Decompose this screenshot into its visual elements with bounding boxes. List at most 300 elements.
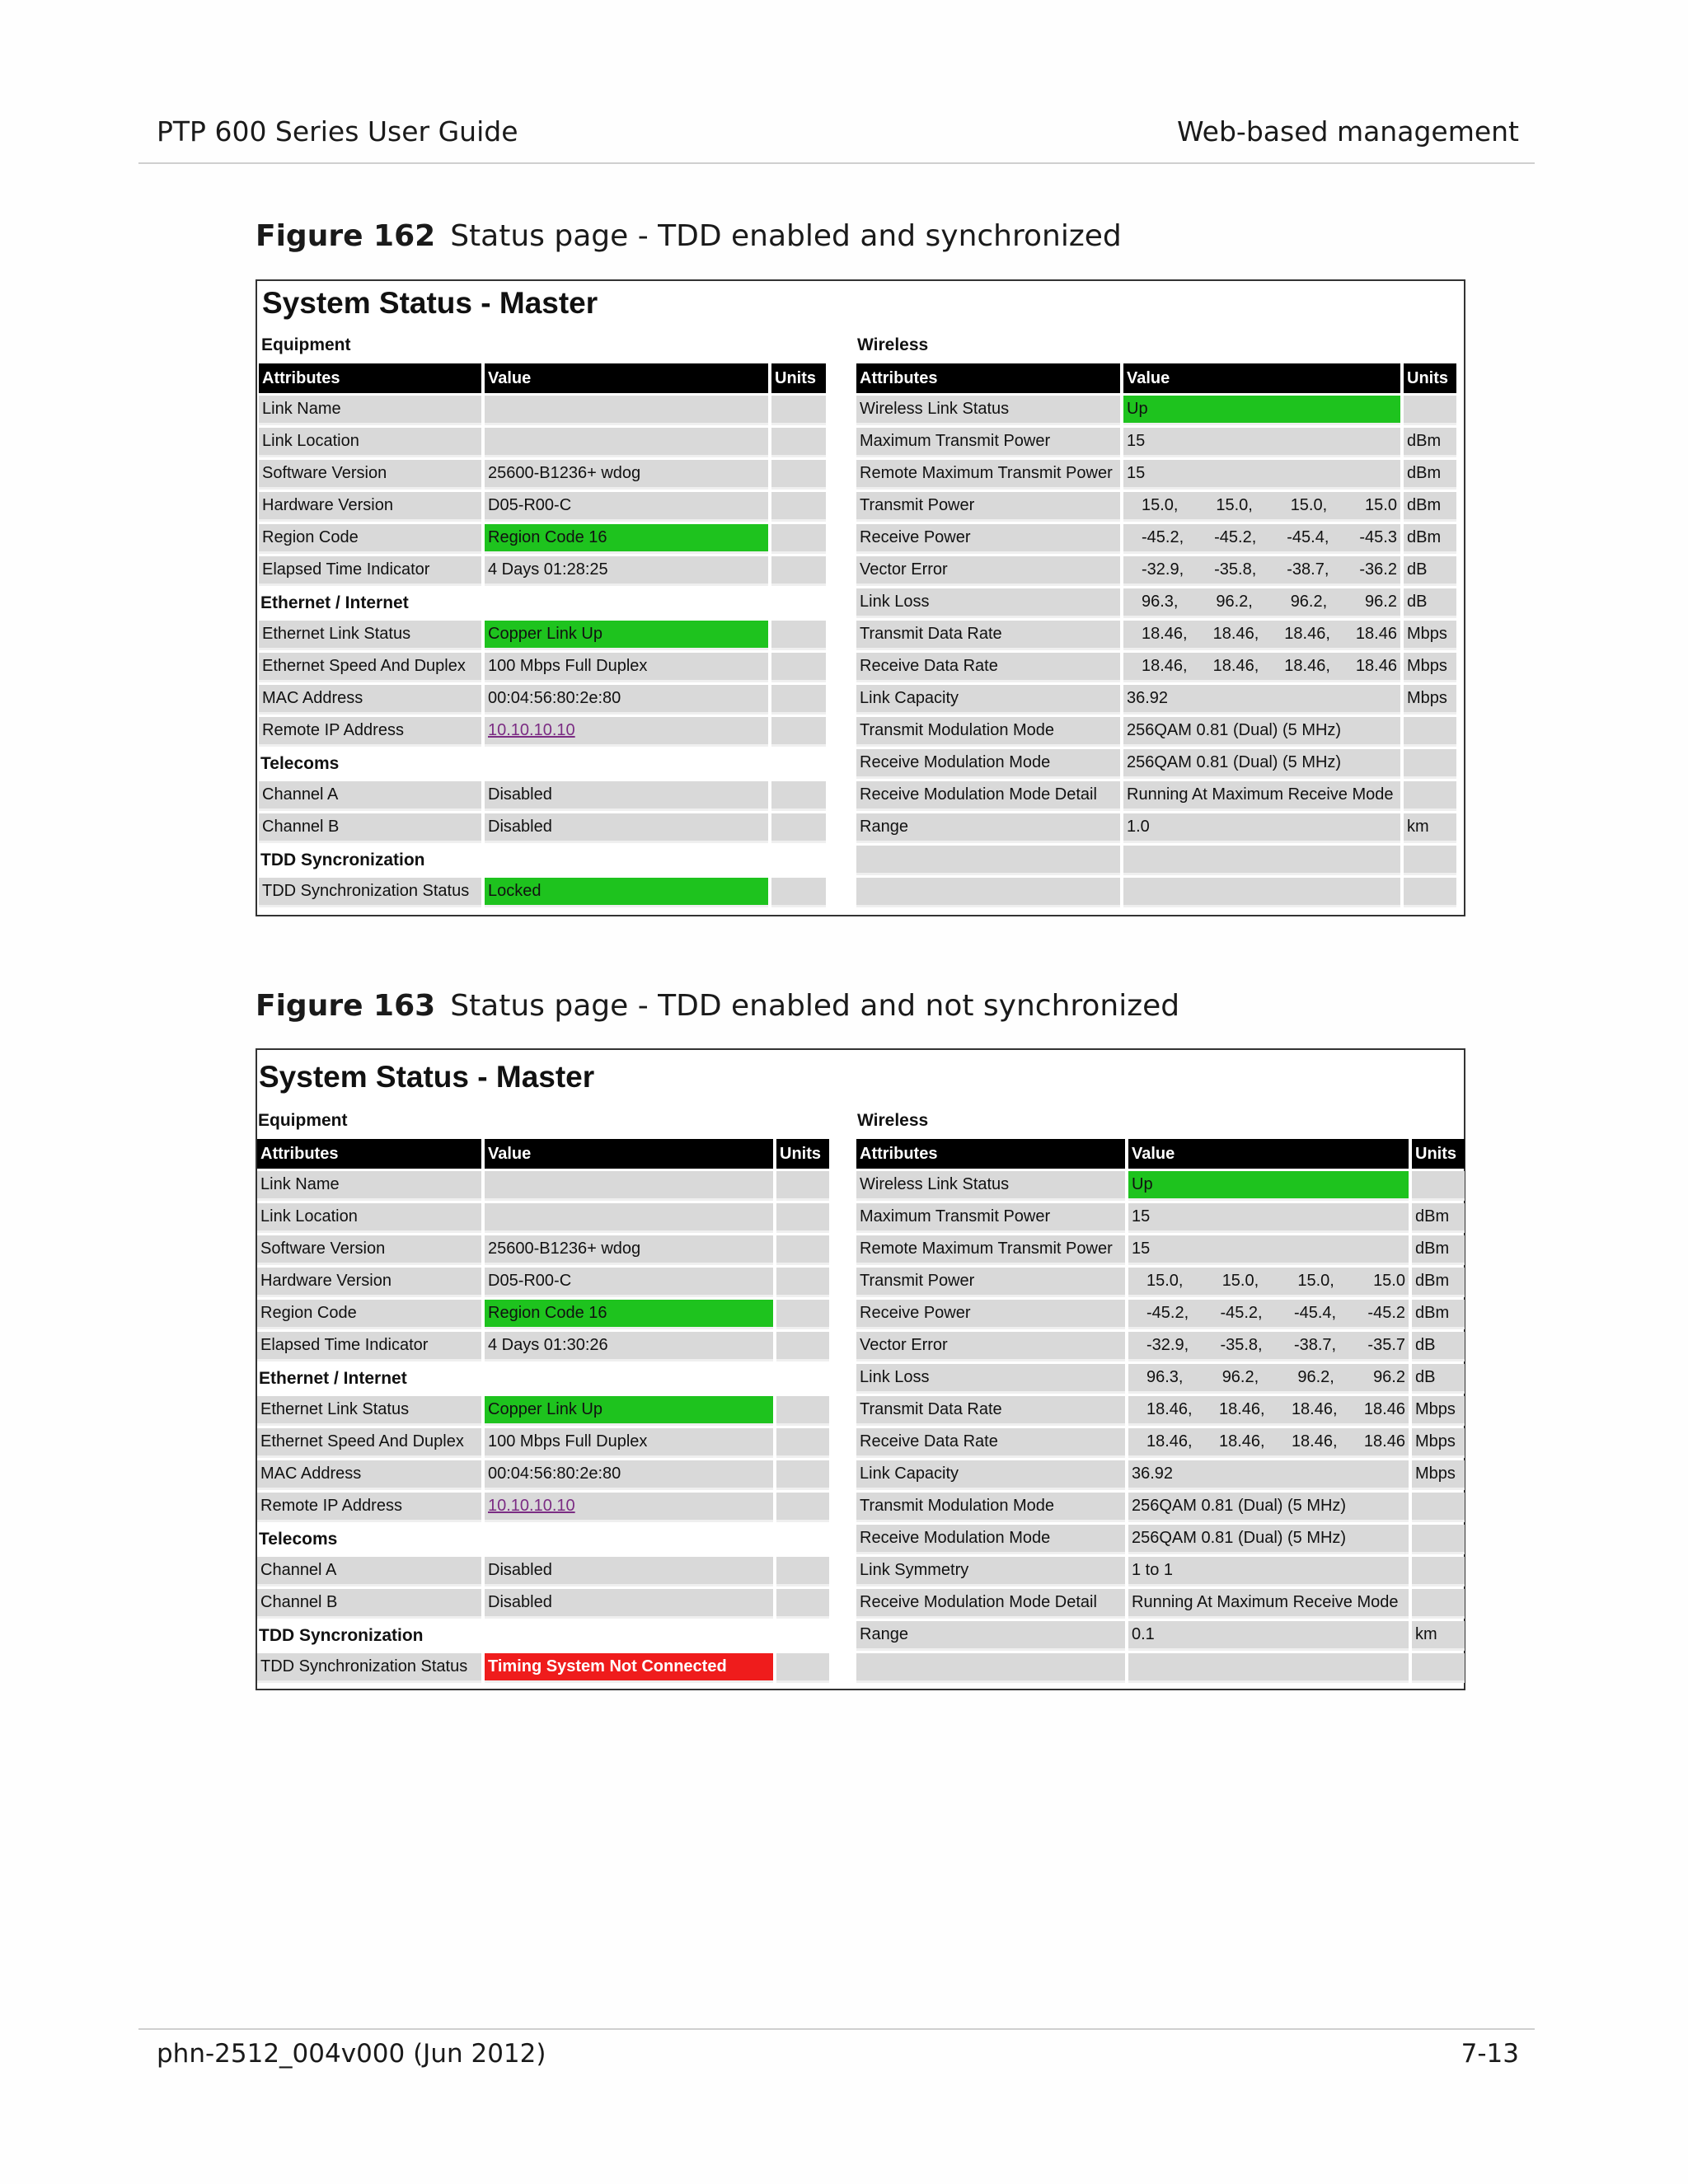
- value-cell: Disabled: [485, 1589, 773, 1619]
- value-number: 18.46,: [1291, 1400, 1338, 1418]
- value-cell: Region Code 16: [485, 1300, 773, 1329]
- value-number: 96.2,: [1290, 593, 1328, 611]
- value-number: 15.0,: [1216, 496, 1253, 514]
- value-cell: [485, 396, 768, 425]
- value-cell: [1123, 492, 1400, 522]
- attribute-label: Link Location: [257, 1203, 481, 1233]
- attribute-label: Region Code: [257, 1300, 481, 1329]
- table-row: [856, 1621, 1465, 1651]
- value-cell: [1128, 1332, 1409, 1361]
- table-row: [257, 1235, 829, 1265]
- table-row: [856, 363, 1456, 393]
- value-number: 18.46,: [1146, 1432, 1193, 1451]
- units-cell: km: [1404, 813, 1456, 843]
- table-row: [856, 1171, 1465, 1201]
- value-cell: Running At Maximum Receive Mode: [1123, 781, 1400, 811]
- value-number: 96.3,: [1142, 593, 1179, 611]
- table-row: [856, 1268, 1465, 1297]
- units-cell: dB: [1412, 1332, 1465, 1361]
- value-number: -45.2: [1367, 1304, 1405, 1322]
- header-rule: [138, 162, 1535, 164]
- value-number: -45.2,: [1142, 528, 1184, 546]
- table-row: [856, 1235, 1465, 1265]
- units-cell: [771, 685, 826, 715]
- table-row: [259, 556, 826, 586]
- value-cell: 00:04:56:80:2e:80: [485, 685, 768, 715]
- value-cell: 100 Mbps Full Duplex: [485, 653, 768, 682]
- table-row: [259, 492, 826, 522]
- attribute-label: Hardware Version: [259, 492, 481, 522]
- attribute-label: Vector Error: [856, 1332, 1125, 1361]
- value-cell: 256QAM 0.81 (Dual) (5 MHz): [1128, 1493, 1409, 1522]
- page-header-right: Web-based management: [1176, 115, 1519, 148]
- value-cell: Locked: [485, 878, 768, 907]
- table-row: [856, 524, 1456, 554]
- units-cell: [771, 717, 826, 747]
- table-row: [856, 685, 1456, 715]
- table-row: [259, 685, 826, 715]
- table-row: [257, 1396, 829, 1426]
- value-cell: 256QAM 0.81 (Dual) (5 MHz): [1123, 749, 1400, 779]
- value-number: 15.0,: [1297, 1272, 1334, 1290]
- table-row: [259, 781, 826, 811]
- attribute-label: Remote Maximum Transmit Power: [856, 1235, 1125, 1265]
- table-row: [856, 1653, 1465, 1683]
- units-cell: [1404, 781, 1456, 811]
- table-row: [257, 1268, 829, 1297]
- units-cell: [776, 1332, 829, 1361]
- table-row: [856, 1396, 1465, 1426]
- value-number: -32.9,: [1142, 560, 1184, 579]
- section-ethernet: Ethernet / Internet: [259, 1369, 407, 1388]
- attribute-label: [856, 1653, 1125, 1683]
- table-row: [856, 878, 1456, 907]
- table-row: [856, 1203, 1465, 1233]
- attribute-label: TDD Synchronization Status: [257, 1653, 481, 1683]
- figure-number: Figure 163: [256, 989, 436, 1023]
- table-row: [856, 781, 1456, 811]
- table-row: [856, 653, 1456, 682]
- section-ethernet: Ethernet / Internet: [260, 593, 409, 612]
- value-cell: [1123, 621, 1400, 650]
- attribute-label: Link Capacity: [856, 685, 1120, 715]
- units-cell: [776, 1235, 829, 1265]
- value-cell: [1123, 524, 1400, 554]
- equipment-section-label: Equipment: [258, 1111, 348, 1130]
- value-cell: [485, 1203, 773, 1233]
- attribute-label: Range: [856, 813, 1120, 843]
- value-cell: Up: [1123, 396, 1400, 425]
- units-cell: [776, 1203, 829, 1233]
- page-number: 7-13: [1461, 2039, 1519, 2069]
- value-cell: [1128, 1653, 1409, 1683]
- units-cell: [771, 781, 826, 811]
- table-row: [856, 1589, 1465, 1619]
- value-number: 18.46: [1355, 657, 1397, 675]
- attribute-label: Hardware Version: [257, 1268, 481, 1297]
- units-cell: [771, 556, 826, 586]
- attribute-label: Ethernet Speed And Duplex: [257, 1428, 481, 1458]
- units-cell: [1412, 1525, 1465, 1554]
- units-cell: [776, 1557, 829, 1586]
- figure-caption: [256, 219, 1122, 253]
- value-number: 18.46: [1363, 1432, 1405, 1451]
- value-number: -35.7: [1367, 1336, 1405, 1354]
- value-number: 96.2: [1373, 1368, 1405, 1386]
- units-cell: dBm: [1404, 524, 1456, 554]
- attribute-label: Software Version: [259, 460, 481, 490]
- attribute-label: Remote IP Address: [257, 1493, 481, 1522]
- value-cell: Disabled: [485, 1557, 773, 1586]
- value-cell: D05-R00-C: [485, 1268, 773, 1297]
- attribute-label: Ethernet Link Status: [257, 1396, 481, 1426]
- attribute-label: [856, 878, 1120, 907]
- value-number: -38.7,: [1293, 1336, 1337, 1354]
- value-number: 15.0: [1365, 496, 1397, 514]
- remote-ip-link[interactable]: 10.10.10.10: [488, 721, 575, 739]
- units-cell: [771, 460, 826, 490]
- value-cell: Disabled: [485, 813, 768, 843]
- units-cell: [1404, 878, 1456, 907]
- system-status-title: System Status - Master: [259, 1060, 595, 1094]
- value-cell: [1128, 1396, 1409, 1426]
- attribute-label: Receive Modulation Mode: [856, 1525, 1125, 1554]
- system-status-title: System Status - Master: [262, 286, 598, 320]
- value-number: -35.8,: [1220, 1336, 1263, 1354]
- units-cell: [771, 813, 826, 843]
- table-row: [856, 1493, 1465, 1522]
- table-row: [259, 621, 826, 650]
- wireless-section-label: Wireless: [857, 335, 929, 354]
- equipment-section-label: Equipment: [261, 335, 351, 354]
- value-cell: 25600-B1236+ wdog: [485, 1235, 773, 1265]
- attribute-label: Receive Data Rate: [856, 653, 1120, 682]
- value-cell: 15: [1123, 428, 1400, 457]
- units-cell: dB: [1404, 588, 1456, 618]
- attribute-label: Maximum Transmit Power: [856, 428, 1120, 457]
- value-number: 18.46,: [1291, 1432, 1338, 1451]
- attribute-label: Link Name: [257, 1171, 481, 1201]
- attribute-label: Link Loss: [856, 588, 1120, 618]
- attribute-label: Link Loss: [856, 1364, 1125, 1394]
- attribute-label: Transmit Modulation Mode: [856, 1493, 1125, 1522]
- units-cell: [771, 428, 826, 457]
- attribute-label: Region Code: [259, 524, 481, 554]
- value-number: 18.46,: [1142, 625, 1188, 643]
- units-cell: [776, 1589, 829, 1619]
- units-cell: [771, 524, 826, 554]
- units-cell: [776, 1460, 829, 1490]
- units-header: Units: [776, 1139, 829, 1169]
- attribute-label: Link Symmetry: [856, 1557, 1125, 1586]
- value-number: -45.2,: [1214, 528, 1257, 546]
- attribute-label: Wireless Link Status: [856, 396, 1120, 425]
- value-number: 18.46,: [1284, 625, 1330, 643]
- table-row: [257, 1171, 829, 1201]
- units-header: Units: [1404, 363, 1456, 393]
- value-cell: 15: [1128, 1235, 1409, 1265]
- units-cell: [1412, 1493, 1465, 1522]
- units-cell: Mbps: [1412, 1428, 1465, 1458]
- attribute-label: Link Location: [259, 428, 481, 457]
- attribute-label: Ethernet Link Status: [259, 621, 481, 650]
- table-row: [856, 1428, 1465, 1458]
- attribute-label: Elapsed Time Indicator: [257, 1332, 481, 1361]
- units-cell: dBm: [1412, 1203, 1465, 1233]
- table-row: [856, 749, 1456, 779]
- section-tdd: TDD Syncronization: [260, 851, 425, 869]
- value-cell: D05-R00-C: [485, 492, 768, 522]
- units-cell: Mbps: [1404, 685, 1456, 715]
- units-cell: [1404, 396, 1456, 425]
- units-cell: [776, 1493, 829, 1522]
- attribute-label: Wireless Link Status: [856, 1171, 1125, 1201]
- value-cell: Running At Maximum Receive Mode: [1128, 1589, 1409, 1619]
- table-row: [856, 717, 1456, 747]
- table-row: [856, 460, 1456, 490]
- figure-caption: [256, 989, 1179, 1023]
- figure-number: Figure 162: [256, 219, 436, 253]
- units-cell: dBm: [1412, 1235, 1465, 1265]
- value-number: -36.2: [1359, 560, 1397, 579]
- value-number: 96.2: [1365, 593, 1397, 611]
- units-cell: [1412, 1653, 1465, 1683]
- value-cell: 00:04:56:80:2e:80: [485, 1460, 773, 1490]
- value-cell: 36.92: [1128, 1460, 1409, 1490]
- value-cell: 4 Days 01:30:26: [485, 1332, 773, 1361]
- value-number: 18.46,: [1212, 625, 1259, 643]
- attribute-label: Channel A: [257, 1557, 481, 1586]
- units-cell: [776, 1428, 829, 1458]
- value-cell: [1123, 556, 1400, 586]
- table-row: [856, 813, 1456, 843]
- value-cell: Copper Link Up: [485, 1396, 773, 1426]
- units-cell: dBm: [1404, 460, 1456, 490]
- attribute-label: Receive Modulation Mode: [856, 749, 1120, 779]
- table-row: [856, 1139, 1465, 1169]
- value-number: 15.0,: [1142, 496, 1179, 514]
- attribute-label: Transmit Power: [856, 1268, 1125, 1297]
- table-row: [257, 1139, 829, 1169]
- units-cell: [776, 1396, 829, 1426]
- units-cell: [771, 878, 826, 907]
- value-number: 15.0: [1373, 1272, 1405, 1290]
- value-cell: [1123, 588, 1400, 618]
- value-number: -38.7,: [1287, 560, 1329, 579]
- wireless-section-label: Wireless: [857, 1111, 929, 1130]
- units-cell: Mbps: [1412, 1396, 1465, 1426]
- attribute-label: Receive Modulation Mode Detail: [856, 1589, 1125, 1619]
- value-number: 18.46,: [1212, 657, 1259, 675]
- value-cell: 256QAM 0.81 (Dual) (5 MHz): [1128, 1525, 1409, 1554]
- attribute-label: Link Name: [259, 396, 481, 425]
- attribute-label: Link Capacity: [856, 1460, 1125, 1490]
- value-cell: 15: [1123, 460, 1400, 490]
- table-row: [257, 1332, 829, 1361]
- table-row: [257, 1203, 829, 1233]
- value-number: -45.3: [1359, 528, 1397, 546]
- figure-caption-text: Status page - TDD enabled and not synchronized: [450, 989, 1180, 1023]
- attribute-label: Remote Maximum Transmit Power: [856, 460, 1120, 490]
- attribute-label: Transmit Data Rate: [856, 1396, 1125, 1426]
- value-number: 96.2,: [1216, 593, 1253, 611]
- units-cell: [776, 1268, 829, 1297]
- value-cell: 256QAM 0.81 (Dual) (5 MHz): [1123, 717, 1400, 747]
- attribute-label: MAC Address: [257, 1460, 481, 1490]
- units-cell: [1412, 1589, 1465, 1619]
- table-row: [856, 1300, 1465, 1329]
- value-number: 15.0,: [1221, 1272, 1259, 1290]
- value-number: 18.46,: [1218, 1400, 1265, 1418]
- value-header: Value: [1123, 363, 1400, 393]
- attributes-header: Attributes: [856, 363, 1120, 393]
- table-row: [259, 363, 826, 393]
- attribute-label: Receive Power: [856, 1300, 1125, 1329]
- value-cell: Up: [1128, 1171, 1409, 1201]
- table-row: [856, 1525, 1465, 1554]
- attributes-header: Attributes: [856, 1139, 1125, 1169]
- table-row: [257, 1428, 829, 1458]
- value-cell: [1123, 846, 1400, 875]
- attribute-label: Receive Modulation Mode Detail: [856, 781, 1120, 811]
- table-row: [856, 621, 1456, 650]
- units-cell: dBm: [1412, 1300, 1465, 1329]
- table-row: [257, 1589, 829, 1619]
- value-number: -45.2,: [1220, 1304, 1263, 1322]
- value-cell: 36.92: [1123, 685, 1400, 715]
- units-header: Units: [771, 363, 826, 393]
- attribute-label: Transmit Data Rate: [856, 621, 1120, 650]
- attribute-label: Maximum Transmit Power: [856, 1203, 1125, 1233]
- attribute-label: Channel B: [259, 813, 481, 843]
- value-cell: [485, 1171, 773, 1201]
- value-cell: [485, 717, 768, 747]
- value-number: 96.3,: [1146, 1368, 1184, 1386]
- value-number: 18.46,: [1284, 657, 1330, 675]
- attribute-label: Software Version: [257, 1235, 481, 1265]
- table-row: [257, 1493, 829, 1522]
- units-cell: dBm: [1404, 492, 1456, 522]
- units-cell: [776, 1300, 829, 1329]
- attribute-label: TDD Synchronization Status: [259, 878, 481, 907]
- value-number: 96.2,: [1297, 1368, 1334, 1386]
- value-number: 18.46,: [1146, 1400, 1193, 1418]
- attribute-label: Channel B: [257, 1589, 481, 1619]
- attribute-label: Channel A: [259, 781, 481, 811]
- units-cell: [1404, 749, 1456, 779]
- value-cell: [485, 1493, 773, 1522]
- table-row: [856, 588, 1456, 618]
- table-row: [259, 653, 826, 682]
- value-cell: [1128, 1300, 1409, 1329]
- value-cell: [1123, 878, 1400, 907]
- value-number: 15.0,: [1290, 496, 1328, 514]
- value-number: -35.8,: [1214, 560, 1257, 579]
- attribute-label: Receive Data Rate: [856, 1428, 1125, 1458]
- table-row: [259, 460, 826, 490]
- attribute-label: Transmit Modulation Mode: [856, 717, 1120, 747]
- units-cell: [771, 621, 826, 650]
- table-row: [259, 396, 826, 425]
- attribute-label: [856, 846, 1120, 875]
- value-number: 18.46,: [1142, 657, 1188, 675]
- value-number: -45.4,: [1293, 1304, 1337, 1322]
- table-row: [259, 524, 826, 554]
- attribute-label: MAC Address: [259, 685, 481, 715]
- table-row: [259, 717, 826, 747]
- table-row: [856, 556, 1456, 586]
- units-cell: km: [1412, 1621, 1465, 1651]
- units-cell: Mbps: [1404, 653, 1456, 682]
- value-number: -45.2,: [1146, 1304, 1189, 1322]
- attribute-label: Remote IP Address: [259, 717, 481, 747]
- units-cell: Mbps: [1412, 1460, 1465, 1490]
- value-cell: 4 Days 01:28:25: [485, 556, 768, 586]
- units-cell: [771, 653, 826, 682]
- table-row: [856, 1364, 1465, 1394]
- units-cell: [1404, 846, 1456, 875]
- table-row: [257, 1557, 829, 1586]
- section-tdd: TDD Syncronization: [259, 1626, 424, 1645]
- table-row: [259, 813, 826, 843]
- attributes-header: Attributes: [259, 363, 481, 393]
- status-page-screenshot: [256, 1048, 1465, 1690]
- attribute-label: Range: [856, 1621, 1125, 1651]
- page-footer-left: phn-2512_004v000 (Jun 2012): [157, 2039, 546, 2069]
- value-cell: 0.1: [1128, 1621, 1409, 1651]
- table-row: [856, 1557, 1465, 1586]
- value-cell: [485, 428, 768, 457]
- section-telecoms: Telecoms: [260, 754, 340, 773]
- value-cell: 15: [1128, 1203, 1409, 1233]
- value-number: -32.9,: [1146, 1336, 1189, 1354]
- table-row: [257, 1300, 829, 1329]
- units-cell: [1412, 1171, 1465, 1201]
- units-cell: Mbps: [1404, 621, 1456, 650]
- remote-ip-link[interactable]: 10.10.10.10: [488, 1497, 575, 1515]
- value-cell: [1128, 1428, 1409, 1458]
- table-row: [259, 428, 826, 457]
- table-row: [856, 1460, 1465, 1490]
- value-number: -45.4,: [1287, 528, 1329, 546]
- value-cell: Timing System Not Connected: [485, 1653, 773, 1683]
- attribute-label: Transmit Power: [856, 492, 1120, 522]
- figure-caption-text: Status page - TDD enabled and synchronized: [450, 219, 1122, 253]
- units-cell: [776, 1653, 829, 1683]
- table-row: [259, 878, 826, 907]
- value-header: Value: [485, 363, 768, 393]
- units-cell: dB: [1404, 556, 1456, 586]
- value-header: Value: [1128, 1139, 1409, 1169]
- value-number: 15.0,: [1146, 1272, 1184, 1290]
- table-row: [856, 1332, 1465, 1361]
- attribute-label: Receive Power: [856, 524, 1120, 554]
- value-number: 96.2,: [1221, 1368, 1259, 1386]
- value-cell: [1128, 1364, 1409, 1394]
- attribute-label: Ethernet Speed And Duplex: [259, 653, 481, 682]
- value-cell: [1128, 1268, 1409, 1297]
- value-cell: 25600-B1236+ wdog: [485, 460, 768, 490]
- attributes-header: Attributes: [257, 1139, 481, 1169]
- value-cell: 1 to 1: [1128, 1557, 1409, 1586]
- units-cell: [1404, 717, 1456, 747]
- page-header-left: PTP 600 Series User Guide: [157, 115, 518, 148]
- table-row: [257, 1653, 829, 1683]
- value-cell: Disabled: [485, 781, 768, 811]
- units-cell: dBm: [1404, 428, 1456, 457]
- value-number: 18.46: [1363, 1400, 1405, 1418]
- units-cell: [771, 492, 826, 522]
